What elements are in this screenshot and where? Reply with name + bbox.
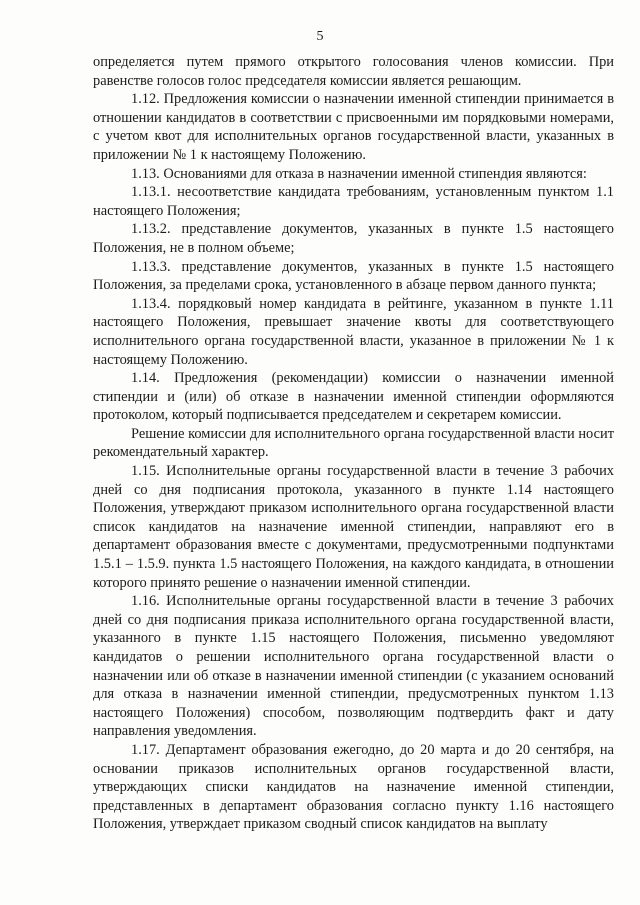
paragraph-1-17: 1.17. Департамент образования ежегодно, до 20 марта и до 20 сентября, на основании приказов исполнительных органов государственной власти, утверждающих списки кандидатов на назначение именной стипендии, представленных в департамент образования согласно пункту 1.16 настоящего Положения, утверждает приказом сводный список кандидатов на выплату: [93, 741, 614, 833]
paragraph-1-14: 1.14. Предложения (рекомендации) комиссии о назначении именной стипендии и (или) об отказе в назначении именной стипендии оформляются протоколом, который подписывается председателем и секретарем комиссии.: [93, 370, 614, 424]
paragraph-1-13-2: 1.13.2. представление документов, указанных в пункте 1.5 настоящего Положения, не в полном объеме;: [93, 221, 614, 256]
paragraph-1-13: 1.13. Основаниями для отказа в назначении именной стипендия являются:: [131, 165, 587, 182]
paragraph-1-16: 1.16. Исполнительные органы государственной власти в течение 3 рабочих дней со дня подписания приказа исполнительного органа государственной власти, указанного в пункте 1.15 настоящего Положения, письменно уведомляют кандидатов о решении исполнительного органа государственной власти о назначении или об отказе в назначении именной стипендии (с указанием оснований для отказа в назначении именной стипендии, предусмотренных пунктом 1.13 настоящего Положения) способом, позволяющим подтвердить факт и дату направления уведомления.: [93, 593, 614, 740]
paragraph-1-14-decision: Решение комиссии для исполнительного органа государственной власти носит рекомендательный характер.: [93, 425, 614, 461]
paragraph-continuation: определяется путем прямого открытого голосования членов комиссии. При равенстве голосов голос председателя комиссии является решающим.: [93, 54, 614, 89]
paragraph-1-15: 1.15. Исполнительные органы государственной власти в течение 3 рабочих дней со дня подписания протокола, указанного в пункте 1.14 настоящего Положения, утверждают приказом исполнительного органа государственной власти список кандидатов на назначение именной стипендии, направляют его в департамент образования вместе с документами, предусмотренными подпунктами 1.5.1 – 1.5.9. пункта 1.5 настоящего Положения, на каждого кандидата, в отношении которого принято решение о назначении именной стипендии.: [93, 463, 614, 591]
document-body: [93, 53, 614, 834]
page-number: 5: [316, 29, 324, 44]
paragraph-1-13-4: 1.13.4. порядковый номер кандидата в рейтинге, указанном в пункте 1.11 настоящего Положения, превышает значение квоты для соответствующего исполнительного органа государственной власти, указанное в приложении № 1 к настоящему Положению.: [93, 295, 614, 368]
paragraph-1-13-3: 1.13.3. представление документов, указанных в пункте 1.5 настоящего Положения, за пределами срока, установленного в абзаце первом данного пункта;: [93, 258, 614, 294]
paragraph-1-12: 1.12. Предложения комиссии о назначении именной стипендии принимается в отношении кандидатов в соответствии с присвоенными им порядковыми номерами, с учетом квот для исполнительных органов государственной власти, указанных в приложении № 1 к настоящему Положению.: [93, 91, 614, 163]
paragraph-1-13-1: 1.13.1. несоответствие кандидата требованиям, установленным пунктом 1.1 настоящего Положения;: [93, 184, 614, 219]
